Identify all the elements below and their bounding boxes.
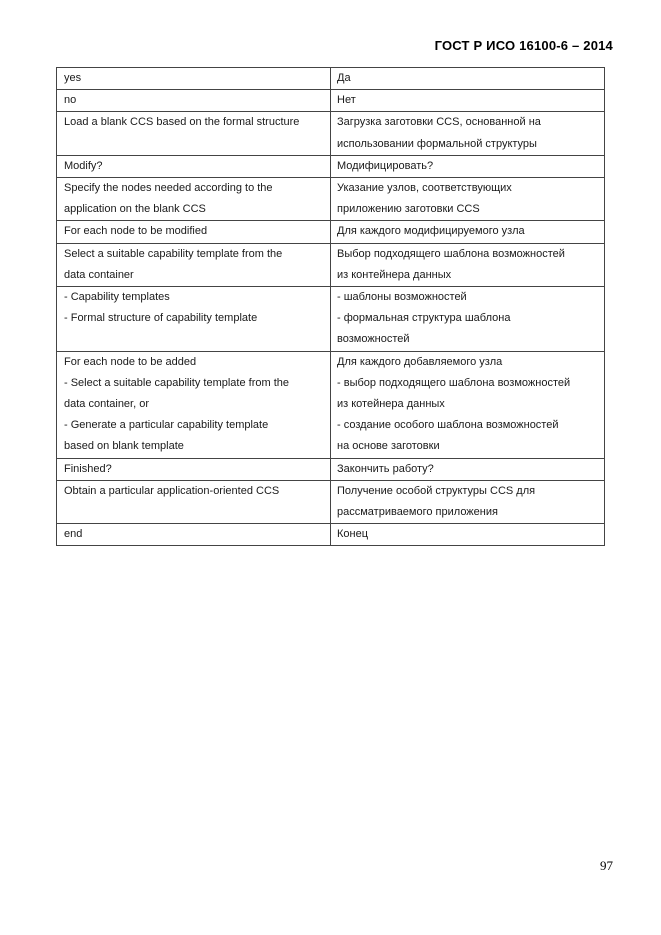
russian-term-cell: Загрузка заготовки CCS, основанной на использовании формальной структуры [331,112,605,155]
english-term-cell: end [57,524,331,546]
english-term-cell: yes [57,68,331,90]
russian-term-cell: Закончить работу? [331,458,605,480]
english-term-cell: - Capability templates - Formal structure of capability template [57,287,331,352]
table-row [57,178,605,221]
russian-term-cell: Нет [331,90,605,112]
russian-term-cell: Выбор подходящего шаблона возможностей из контейнера данных [331,243,605,286]
table-row [57,287,605,352]
english-term-cell: For each node to be added - Select a suitable capability template from the data container, or - Generate a particular capability template based on blank template [57,351,331,458]
russian-term-cell: Конец [331,524,605,546]
table-row [57,221,605,243]
table-row [57,90,605,112]
english-term-cell: Finished? [57,458,331,480]
document-header: ГОСТ Р ИСО 16100-6 – 2014 [434,38,613,53]
english-term-cell: For each node to be modified [57,221,331,243]
russian-term-cell: - шаблоны возможностей - формальная структура шаблона возможностей [331,287,605,352]
table-row [57,351,605,458]
table-row [57,243,605,286]
table-row [57,524,605,546]
table-row [57,68,605,90]
table-row [57,155,605,177]
page-number: 97 [600,858,613,873]
russian-term-cell: Указание узлов, соответствующих приложению заготовки CCS [331,178,605,221]
english-term-cell: Modify? [57,155,331,177]
english-term-cell: Select a suitable capability template from the data container [57,243,331,286]
table-row [57,480,605,523]
table-row [57,112,605,155]
russian-term-cell: Получение особой структуры CCS для рассматриваемого приложения [331,480,605,523]
english-term-cell: no [57,90,331,112]
russian-term-cell: Для каждого добавляемого узла - выбор подходящего шаблона возможностей из котейнера данных - создание особого шаблона возможностей на основе заготовки [331,351,605,458]
english-term-cell: Specify the nodes needed according to the application on the blank CCS [57,178,331,221]
translation-table-container [56,67,604,546]
english-term-cell: Load a blank CCS based on the formal structure [57,112,331,155]
russian-term-cell: Модифицировать? [331,155,605,177]
table-row [57,458,605,480]
russian-term-cell: Для каждого модифицируемого узла [331,221,605,243]
translation-table [56,67,605,546]
english-term-cell: Obtain a particular application-oriented CCS [57,480,331,523]
russian-term-cell: Да [331,68,605,90]
